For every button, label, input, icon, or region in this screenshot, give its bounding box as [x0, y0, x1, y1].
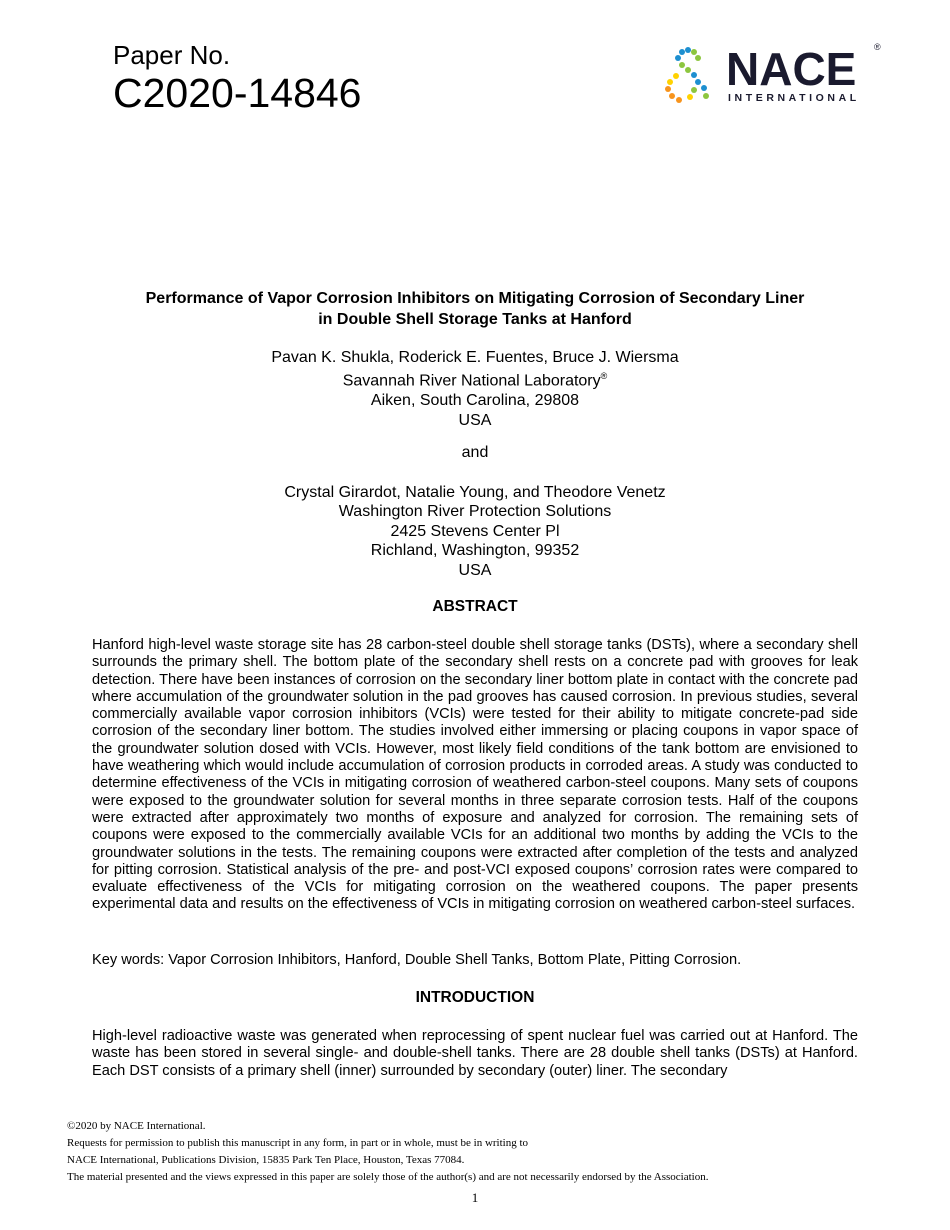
- paper-label: Paper No.: [113, 40, 231, 70]
- city-2: Richland, Washington, 99352: [370, 542, 580, 560]
- title-line-2: in Double Shell Storage Tanks at Hanford: [318, 311, 632, 328]
- introduction-body: High-level radioactive waste was generated when reprocessing of spent nuclear fuel was carried out at Hanford. The waste has been stored in several single- and double-shell tanks. There are 28 double shell tanks (DSTs) at Hanford. Each DST consists of a primary shell (inner) surrounded by secondary (outer) liner. The secondary: [92, 1028, 858, 1079]
- paper-number-block: [113, 40, 361, 116]
- title-line-1: Performance of Vapor Corrosion Inhibitors on Mitigating Corrosion of Secondary Liner: [145, 290, 805, 307]
- footer-line-1: ©2020 by NACE International.: [67, 1120, 206, 1132]
- paper-title: [70, 288, 880, 330]
- abstract-body: Hanford high-level waste storage site has 28 carbon-steel double shell storage tanks (DSTs), where a secondary shell surrounds the primary shell. The bottom plate of the secondary shell rests on a concrete pad with grooves for leak detection. There have been instances of corrosion on the secondary liner bottom plate in contact with the concrete pad where accumulation of the groundwater solution in the pad grooves has caused corrosion. In previous studies, several commercially available vapor corrosion inhibitors (VCIs) were tested for their ability to mitigate concrete-pad side corrosion of the secondary liner bottom. The studies involved either immersing or placing coupons in vapor space of the groundwater solution dosed with VCIs. However, most likely field conditions of the tank bottom are envisioned to have weathering which would include accumulation of corrosion products in corroded areas. A study was conducted to determine effectiveness of the VCIs in mitigating corrosion of weathered carbon-steel coupons. Many sets of coupons were exposed to the groundwater solution for several months in three separate corrosion tests. Half of the coupons were extracted after approximately two months of exposure and analyzed for corrosion. The remaining sets of coupons were exposed to the commercially available VCIs for an additional two months by adding the VCIs to the groundwater solutions in the tests. The remaining coupons were extracted after completion of the tests and analyzed for pitting corrosion. Statistical analysis of the pre- and post-VCI exposed coupons’ corrosion rates were compared to evaluate effectiveness of the VCIs for mitigating corrosion on the weathered coupons. The paper presents experimental data and results on the effectiveness of VCIs in mitigating corrosion on weathered carbon-steel surfaces.: [92, 637, 858, 913]
- authors-1: Pavan K. Shukla, Roderick E. Fuentes, Bruce J. Wiersma: [271, 349, 679, 366]
- keywords: Key words: Vapor Corrosion Inhibitors, Hanford, Double Shell Tanks, Bottom Plate, Pitting Corrosion.: [92, 952, 742, 968]
- city-1: Aiken, South Carolina, 29808: [370, 392, 580, 410]
- copyright-footer: [67, 1118, 907, 1186]
- footer-line-4: The material presented and the views expressed in this paper are solely those of the author(s) and are not necessarily endorsed by the Association.: [67, 1171, 709, 1183]
- org-1-registered-mark: ®: [600, 371, 608, 382]
- author-group-2: [100, 483, 850, 580]
- country-2: USA: [458, 561, 492, 579]
- page-number: 1: [471, 1190, 479, 1205]
- authors-2: Crystal Girardot, Natalie Young, and Theodore Venetz: [284, 484, 666, 501]
- logo-subtitle: INTERNATIONAL: [728, 92, 860, 104]
- nace-swirl-icon: [665, 47, 709, 103]
- street-2: 2425 Stevens Center Pl: [390, 522, 560, 540]
- org-2: Washington River Protection Solutions: [338, 503, 612, 521]
- logo-wordmark: NACE: [726, 43, 857, 95]
- author-group-1: [100, 348, 850, 430]
- org-1: Savannah River National Laboratory®: [342, 371, 608, 390]
- footer-line-3: NACE International, Publications Division, 15835 Park Ten Place, Houston, Texas 77084.: [67, 1154, 465, 1166]
- country-1: USA: [458, 411, 492, 429]
- abstract-heading: ABSTRACT: [432, 598, 518, 615]
- footer-line-2: Requests for permission to publish this manuscript in any form, in part or in whole, must be in writing to: [67, 1137, 529, 1149]
- logo-reg-mark: ®: [874, 42, 881, 52]
- introduction-heading: INTRODUCTION: [415, 989, 535, 1006]
- paper-number: C2020-14846: [113, 70, 362, 116]
- and-separator: and: [461, 444, 489, 461]
- nace-logo: [660, 40, 885, 110]
